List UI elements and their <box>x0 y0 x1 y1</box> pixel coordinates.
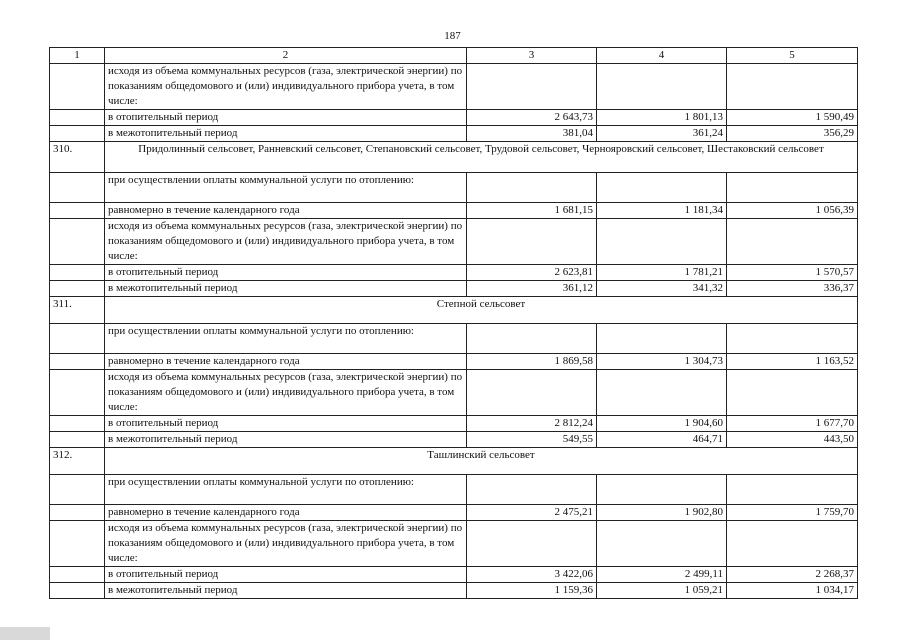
scan-edge-mark <box>0 627 50 640</box>
value-cell: 361,24 <box>597 126 727 142</box>
table-row <box>50 416 858 432</box>
table-row <box>50 219 858 265</box>
row-label: исходя из объема коммунальных ресурсов (газа, электрической энергии) по показаниям общедомового и (или) индивидуального прибора учета, в том числе: <box>105 521 467 567</box>
table-row <box>50 583 858 599</box>
row-label: в межотопительный период <box>105 281 467 297</box>
table-row <box>50 126 858 142</box>
section-header-row <box>50 448 858 475</box>
value-cell: 2 643,73 <box>467 110 597 126</box>
row-label: равномерно в течение календарного года <box>105 505 467 521</box>
table-row <box>50 203 858 219</box>
table-row <box>50 110 858 126</box>
value-cell: 1 781,21 <box>597 265 727 281</box>
value-cell: 1 681,15 <box>467 203 597 219</box>
value-cell: 1 677,70 <box>727 416 858 432</box>
value-cell: 1 590,49 <box>727 110 858 126</box>
col-header-5: 5 <box>727 48 858 64</box>
section-header-row <box>50 142 858 173</box>
row-label: в отопительный период <box>105 265 467 281</box>
table-row <box>50 324 858 354</box>
value-cell: 1 163,52 <box>727 354 858 370</box>
value-cell: 2 499,11 <box>597 567 727 583</box>
table-row <box>50 281 858 297</box>
row-label: в межотопительный период <box>105 126 467 142</box>
header-row <box>50 48 858 64</box>
table-row <box>50 64 858 110</box>
table-row <box>50 354 858 370</box>
value-cell: 1 159,36 <box>467 583 597 599</box>
value-cell: 2 812,24 <box>467 416 597 432</box>
col-header-2: 2 <box>105 48 467 64</box>
value-cell: 361,12 <box>467 281 597 297</box>
row-label: исходя из объема коммунальных ресурсов (газа, электрической энергии) по показаниям общедомового и (или) индивидуального прибора учета, в том числе: <box>105 370 467 416</box>
value-cell: 443,50 <box>727 432 858 448</box>
row-label: при осуществлении оплаты коммунальной услуги по отоплению: <box>105 324 467 354</box>
section-index: 311. <box>50 297 105 324</box>
section-index: 312. <box>50 448 105 475</box>
value-cell: 1 181,34 <box>597 203 727 219</box>
value-cell: 336,37 <box>727 281 858 297</box>
table-row <box>50 370 858 416</box>
row-label: равномерно в течение календарного года <box>105 354 467 370</box>
value-cell: 1 904,60 <box>597 416 727 432</box>
table-row <box>50 505 858 521</box>
row-label: при осуществлении оплаты коммунальной услуги по отоплению: <box>105 173 467 203</box>
value-cell: 549,55 <box>467 432 597 448</box>
value-cell: 1 570,57 <box>727 265 858 281</box>
value-cell: 2 268,37 <box>727 567 858 583</box>
value-cell: 1 056,39 <box>727 203 858 219</box>
row-label: в межотопительный период <box>105 432 467 448</box>
value-cell: 1 059,21 <box>597 583 727 599</box>
value-cell: 2 623,81 <box>467 265 597 281</box>
row-label: равномерно в течение календарного года <box>105 203 467 219</box>
value-cell: 1 801,13 <box>597 110 727 126</box>
tariff-table <box>49 47 858 599</box>
row-label: исходя из объема коммунальных ресурсов (газа, электрической энергии) по показаниям общедомового и (или) индивидуального прибора учета, в том числе: <box>105 219 467 265</box>
row-label: в отопительный период <box>105 416 467 432</box>
section-name: Придолинный сельсовет, Ранневский сельсовет, Степановский сельсовет, Трудовой сельсовет, Чернояровский сельсовет, Шестаковский сельсовет <box>105 142 858 173</box>
row-label: исходя из объема коммунальных ресурсов (газа, электрической энергии) по показаниям общедомового и (или) индивидуального прибора учета, в том числе: <box>105 64 467 110</box>
row-label: при осуществлении оплаты коммунальной услуги по отоплению: <box>105 475 467 505</box>
row-label: в межотопительный период <box>105 583 467 599</box>
page-number: 187 <box>444 30 461 42</box>
value-cell: 3 422,06 <box>467 567 597 583</box>
table-row <box>50 173 858 203</box>
value-cell: 1 869,58 <box>467 354 597 370</box>
col-header-4: 4 <box>597 48 727 64</box>
section-name: Степной сельсовет <box>105 297 858 324</box>
table-row <box>50 432 858 448</box>
col-header-3: 3 <box>467 48 597 64</box>
section-index: 310. <box>50 142 105 173</box>
section-name: Ташлинский сельсовет <box>105 448 858 475</box>
table-row <box>50 567 858 583</box>
section-header-row <box>50 297 858 324</box>
row-label: в отопительный период <box>105 567 467 583</box>
value-cell: 464,71 <box>597 432 727 448</box>
value-cell: 341,32 <box>597 281 727 297</box>
table-row <box>50 475 858 505</box>
value-cell: 2 475,21 <box>467 505 597 521</box>
value-cell: 1 902,80 <box>597 505 727 521</box>
value-cell: 381,04 <box>467 126 597 142</box>
value-cell: 1 034,17 <box>727 583 858 599</box>
value-cell: 1 759,70 <box>727 505 858 521</box>
table-row <box>50 265 858 281</box>
col-header-1: 1 <box>50 48 105 64</box>
value-cell: 1 304,73 <box>597 354 727 370</box>
table-row <box>50 521 858 567</box>
value-cell: 356,29 <box>727 126 858 142</box>
row-label: в отопительный период <box>105 110 467 126</box>
